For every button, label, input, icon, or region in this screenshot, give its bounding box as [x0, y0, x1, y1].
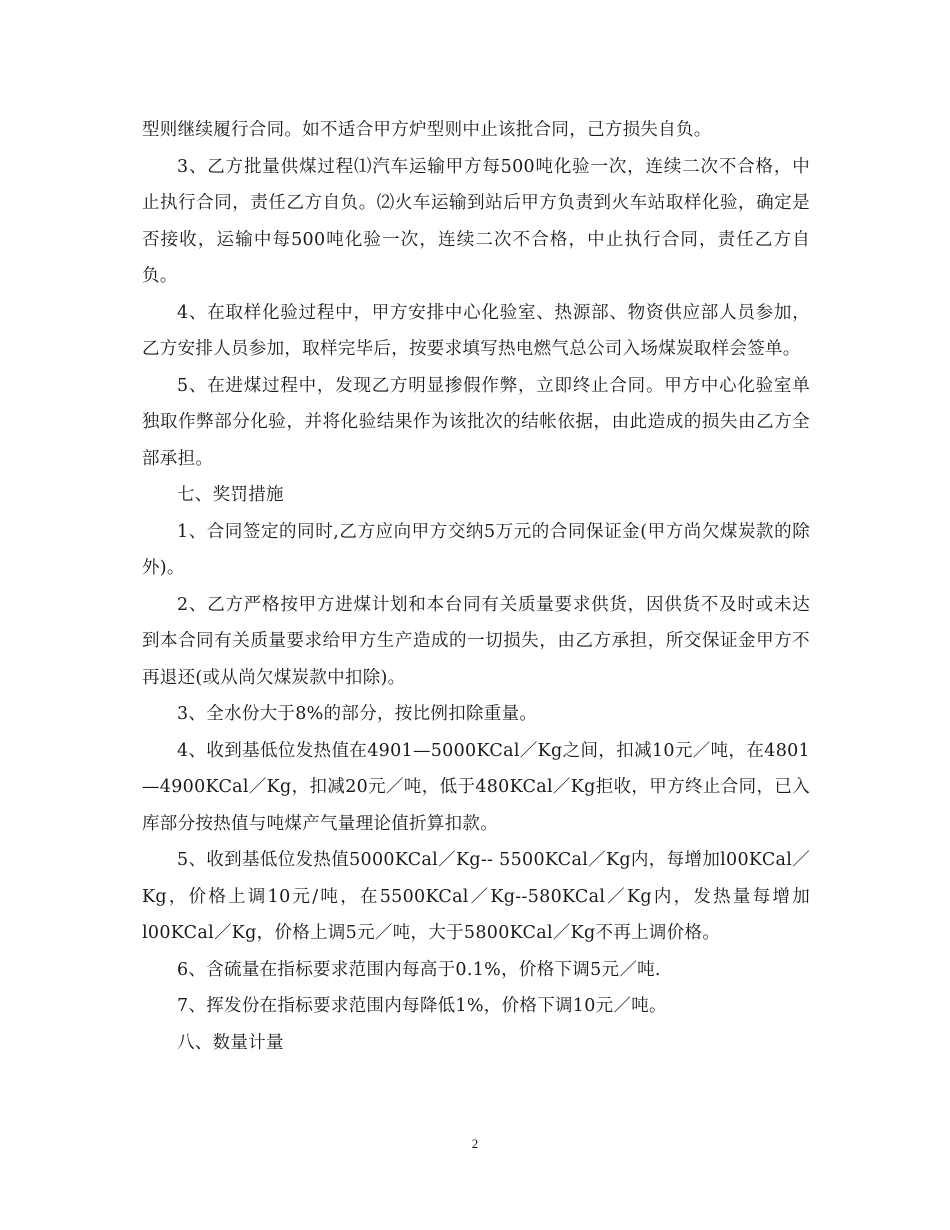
paragraph-reward-7: 7、挥发份在指标要求范围内每降低1%，价格下调10元／吨。 [177, 996, 667, 1016]
paragraph-reward-4: 4、收到基低位发热值在4901—5000KCal／Kg之间，扣减10元／吨，在4801—4900KCal／Kg，扣减20元／吨，低于480KCal／Kg拒收，甲方终止合同，已入库部分按热值与吨煤产气量理论值折算扣款。 [142, 740, 810, 834]
section-heading-quantity-measurement: 八、数量计量 [177, 1032, 284, 1053]
paragraph-reward-5: 5、收到基低位发热值5000KCal／Kg-- 5500KCal／Kg内，每增加l00KCal／Kg，价格上调10元/吨，在5500KCal／Kg--580KCal／Kg内，发热量每增加l00KCal／Kg，价格上调5元／吨，大于5800KCal／Kg不再上调价格。 [142, 850, 810, 943]
paragraph-reward-2: 2、乙方严格按甲方进煤计划和本台同有关质量要求供货，因供货不及时或未达到本合同有关质量要求给甲方生产造成的一切损失，由乙方承担，所交保证金甲方不再退还(或从尚欠煤炭款中扣除)。 [142, 594, 810, 688]
paragraph-continuation: 型则继续履行合同。如不适合甲方炉型则中止该批合同，己方损失自负。 [142, 120, 712, 140]
paragraph-reward-6: 6、含硫量在指标要求范围内每高于0.1%，价格下调5元／吨. [177, 959, 661, 980]
paragraph-reward-3: 3、全水份大于8%的部分，按比例扣除重量。 [177, 704, 538, 724]
paragraph-reward-1: 1、合同签定的同时,乙方应向甲方交纳5万元的合同保证金(甲方尚欠煤炭款的除外)。 [142, 521, 810, 578]
paragraph-clause-5: 5、在进煤过程中，发现乙方明显掺假作弊，立即终止合同。甲方中心化验室单独取作弊部分化验，并将化验结果作为该批次的结帐依据，由此造成的损失由乙方全部承担。 [142, 375, 810, 469]
section-heading-rewards-penalties: 七、奖罚措施 [177, 485, 284, 505]
document-body [142, 112, 810, 1061]
paragraph-clause-3: 3、乙方批量供煤过程⑴汽车运输甲方每500吨化验一次，连续二次不合格，中止执行合同，责任乙方自负。⑵火车运输到站后甲方负责到火车站取样化验，确定是否接收，运输中每500吨化验一次，连续二次不合格，中止执行合同，责任乙方自负。 [142, 156, 810, 286]
paragraph-clause-4: 4、在取样化验过程中，甲方安排中心化验室、热源部、物资供应部人员参加，乙方安排人员参加，取样完毕后，按要求填写热电燃气总公司入场煤炭取样会签单。 [142, 302, 810, 359]
page-number: 2 [471, 1136, 479, 1151]
